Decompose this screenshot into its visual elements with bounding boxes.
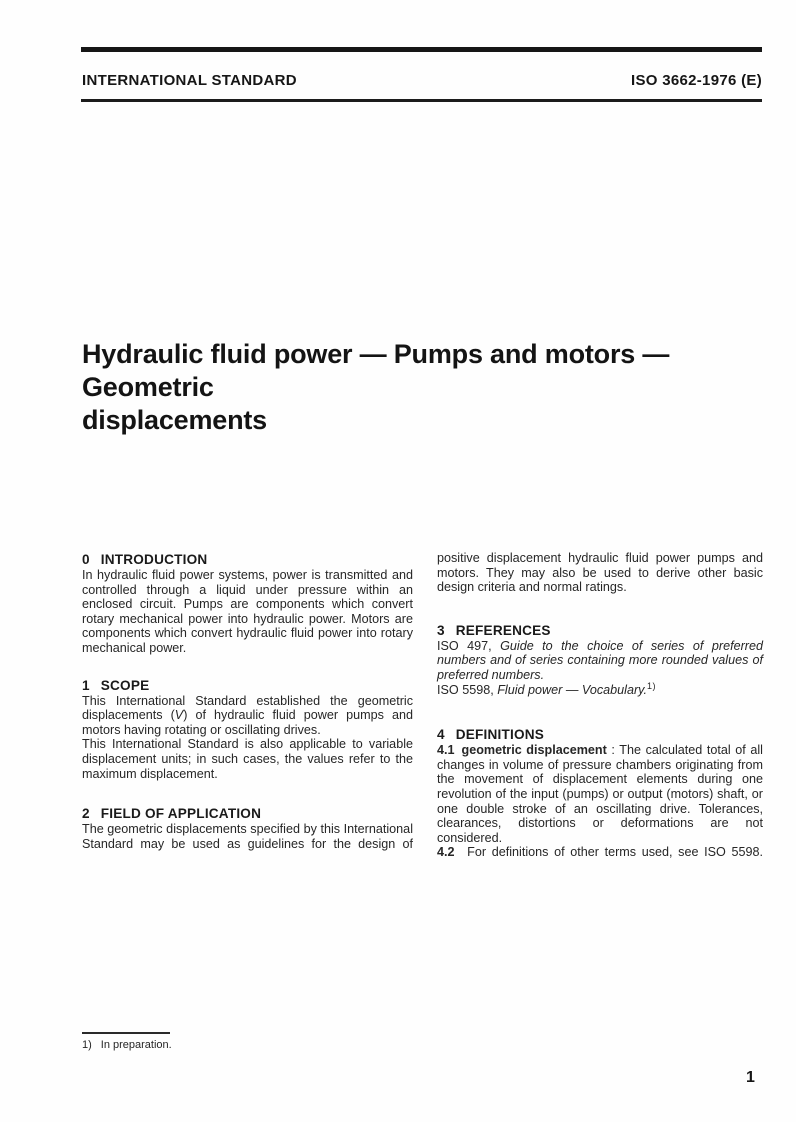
section-title-field-of-application: FIELD OF APPLICATION	[100, 806, 262, 822]
reference-item-iso-5598	[437, 680, 763, 698]
header-doc-number: ISO 3662-1976 (E)	[630, 72, 762, 89]
clause-number-4-2: 4.2	[437, 845, 455, 860]
section-heading-field-of-application	[82, 806, 413, 822]
document-title-line-1: Hydraulic fluid power — Pumps and motors — Geometric	[82, 339, 670, 402]
paragraph-introduction: In hydraulic fluid power systems, power is transmitted and controlled through a liquid under pressure within an enclosed circuit. Pumps are components which convert rotary mechanical power into hydraulic power. Motors are components which convert hydraulic fluid power into rotary mechanical power.	[82, 568, 413, 655]
footnote-rule	[82, 1032, 170, 1034]
clause-4-1	[437, 743, 763, 845]
header-rule-bottom	[81, 99, 762, 102]
reference-label-iso-497: ISO 497,	[437, 638, 492, 653]
reference-label-iso-5598: ISO 5598,	[437, 682, 494, 697]
paragraph-scope-2: This International Standard is also applicable to variable displacement units; in such cases, the values refer to the maximum displacement.	[82, 737, 413, 781]
document-title	[82, 338, 772, 437]
clause-number-4-1: 4.1	[437, 743, 455, 758]
page-number: 1	[746, 1069, 755, 1086]
paragraph-field-of-application: The geometric displacements specified by this International Standard may be used as guidelines for the design of	[82, 822, 413, 851]
reference-title-iso-497: Guide to the choice of series of preferred numbers and of series containing more rounded values of preferred numbers.	[437, 638, 763, 682]
section-number-scope: 1	[82, 677, 90, 693]
variable-symbol-v: V	[174, 708, 184, 723]
section-heading-scope	[82, 678, 413, 694]
section-title-references: REFERENCES	[455, 622, 551, 638]
section-heading-definitions	[437, 727, 763, 743]
section-title-introduction: INTRODUCTION	[100, 552, 208, 567]
column-right	[437, 551, 763, 860]
section-number-references: 3	[437, 622, 445, 638]
reference-title-iso-5598: Fluid power — Vocabulary.	[493, 682, 648, 697]
header-row	[82, 72, 762, 89]
clause-4-2-text: For definitions of other terms used, see ISO 5598.	[461, 845, 763, 860]
header-left-text: INTERNATIONAL STANDARD	[82, 72, 297, 89]
section-number-definitions: 4	[437, 727, 445, 743]
defined-term-geometric-displacement: geometric displacement	[461, 743, 607, 758]
scope-p1-post: ) of hydraulic fluid power pumps and motors having rotating or oscillating drives.	[82, 708, 413, 737]
section-title-scope: SCOPE	[100, 677, 150, 693]
footnote-text: In preparation.	[100, 1039, 172, 1051]
footnote	[82, 1032, 382, 1052]
footnote-text-row	[82, 1039, 382, 1052]
footnote-mark: 1)	[82, 1039, 92, 1051]
paragraph-scope-1	[82, 694, 413, 738]
scope-p1-pre: This International Standard established the geometric displacements (	[82, 693, 413, 723]
section-heading-introduction	[82, 552, 413, 568]
document-title-line-2: displacements	[82, 405, 267, 435]
footnote-reference-mark: 1)	[647, 680, 657, 691]
column-left	[82, 552, 413, 851]
paragraph-field-of-application-continued: positive displacement hydraulic fluid power pumps and motors. They may also be used to derive other basic design criteria and normal ratings.	[437, 551, 763, 595]
section-title-definitions: DEFINITIONS	[455, 727, 545, 743]
section-number-introduction: 0	[82, 552, 90, 567]
section-heading-references	[437, 623, 763, 639]
section-number-field-of-application: 2	[82, 806, 90, 822]
header-rule-top	[81, 47, 762, 52]
reference-item-iso-497	[437, 639, 763, 683]
clause-4-2	[437, 845, 763, 860]
clause-4-1-text: : The calculated total of all changes in volume of pressure chambers originating from the movement of displacement elements during one revolution of the input (pumps) or output (motors) shaft, or one double stroke of an oscillating drive. Tolerances, clearances, distortions or deformations are not considered.	[437, 743, 763, 845]
